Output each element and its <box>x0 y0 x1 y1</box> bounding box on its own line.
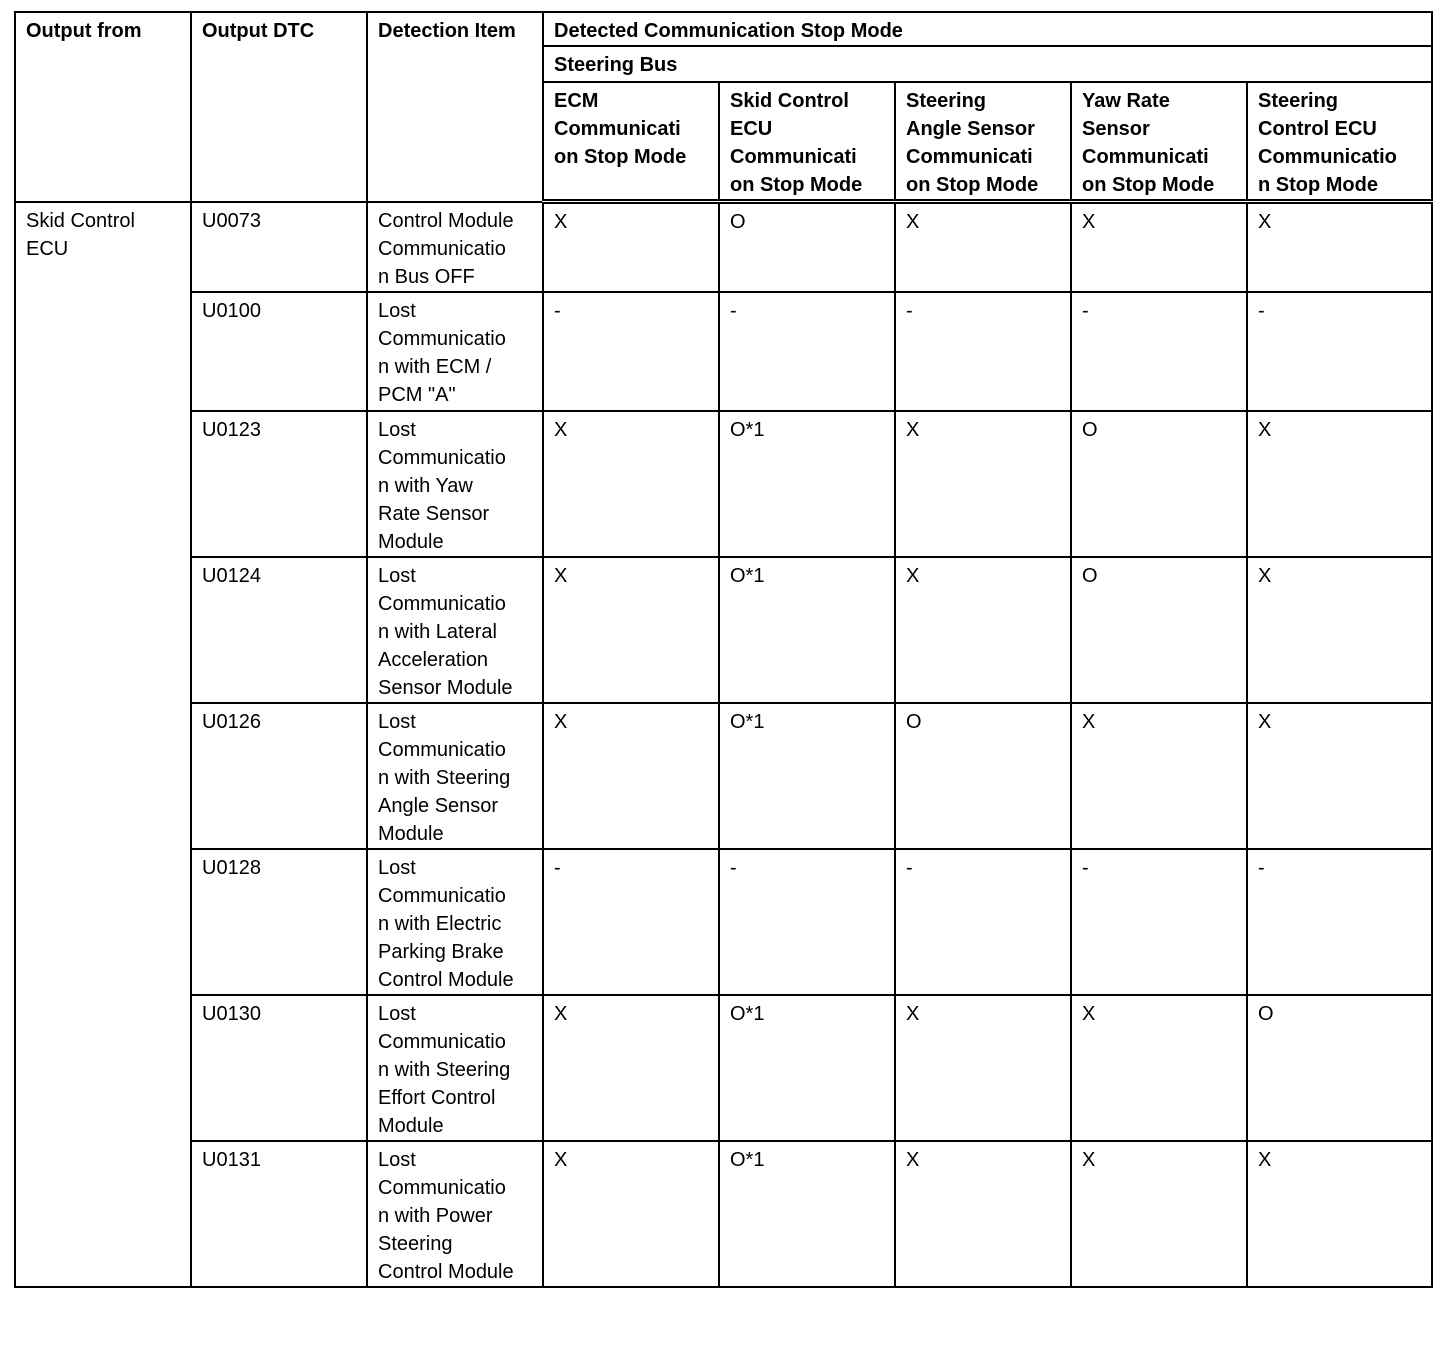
dtc-communication-stop-mode-table <box>14 11 1433 1288</box>
mode-value-cell: X <box>895 557 1071 703</box>
mode-value-cell: O <box>1247 995 1432 1141</box>
dtc-cell: U0100 <box>191 292 367 411</box>
table-row <box>15 557 1432 703</box>
mode-value-cell: O*1 <box>719 995 895 1141</box>
mode-value-cell: X <box>1247 1141 1432 1287</box>
mode-value-cell: - <box>895 292 1071 411</box>
header-output-from: Output from <box>15 12 191 202</box>
header-detection-item: Detection Item <box>367 12 543 202</box>
mode-value-cell: - <box>1247 292 1432 411</box>
table-row <box>15 995 1432 1141</box>
mode-value-cell: O <box>719 202 895 292</box>
mode-value-cell: X <box>895 1141 1071 1287</box>
mode-value-cell: X <box>543 703 719 849</box>
mode-value-cell: X <box>1247 202 1432 292</box>
mode-value-cell: X <box>543 1141 719 1287</box>
mode-value-cell: X <box>543 202 719 292</box>
mode-value-cell: - <box>1247 849 1432 995</box>
detection-item-cell: Lost Communicatio n with Steering Angle Sensor Module <box>367 703 543 849</box>
header-mode-steering-angle: Steering Angle Sensor Communicati on Stop Mode <box>895 82 1071 202</box>
mode-value-cell: - <box>543 849 719 995</box>
header-mode-steering-control: Steering Control ECU Communicatio n Stop Mode <box>1247 82 1432 202</box>
mode-value-cell: X <box>895 995 1071 1141</box>
mode-value-cell: X <box>1247 703 1432 849</box>
mode-value-cell: X <box>543 411 719 557</box>
header-detected-mode: Detected Communication Stop Mode <box>543 12 1432 46</box>
table-row <box>15 1141 1432 1287</box>
mode-value-cell: O*1 <box>719 411 895 557</box>
detection-item-cell: Lost Communicatio n with Lateral Acceleration Sensor Module <box>367 557 543 703</box>
mode-value-cell: - <box>1071 292 1247 411</box>
header-mode-yaw-rate: Yaw Rate Sensor Communicati on Stop Mode <box>1071 82 1247 202</box>
header-steering-bus: Steering Bus <box>543 46 1432 82</box>
dtc-cell: U0130 <box>191 995 367 1141</box>
detection-item-cell: Lost Communicatio n with Yaw Rate Sensor Module <box>367 411 543 557</box>
mode-value-cell: O <box>1071 557 1247 703</box>
mode-value-cell: O*1 <box>719 557 895 703</box>
dtc-cell: U0123 <box>191 411 367 557</box>
mode-value-cell: X <box>1071 995 1247 1141</box>
mode-value-cell: X <box>895 202 1071 292</box>
mode-value-cell: O <box>1071 411 1247 557</box>
mode-value-cell: O <box>895 703 1071 849</box>
dtc-cell: U0126 <box>191 703 367 849</box>
mode-value-cell: X <box>1071 1141 1247 1287</box>
detection-item-cell: Lost Communicatio n with ECM / PCM "A" <box>367 292 543 411</box>
mode-value-cell: X <box>1071 202 1247 292</box>
detection-item-cell: Lost Communicatio n with Steering Effort Control Module <box>367 995 543 1141</box>
dtc-cell: U0128 <box>191 849 367 995</box>
header-output-dtc: Output DTC <box>191 12 367 202</box>
mode-value-cell: - <box>719 849 895 995</box>
table-row <box>15 849 1432 995</box>
dtc-cell: U0131 <box>191 1141 367 1287</box>
mode-value-cell: X <box>543 557 719 703</box>
mode-value-cell: X <box>895 411 1071 557</box>
table-row <box>15 411 1432 557</box>
table-row <box>15 292 1432 411</box>
mode-value-cell: X <box>1247 411 1432 557</box>
dtc-cell: U0124 <box>191 557 367 703</box>
table-row <box>15 202 1432 292</box>
mode-value-cell: - <box>543 292 719 411</box>
table-row <box>15 703 1432 849</box>
output-from-cell: Skid Control ECU <box>15 202 191 1287</box>
mode-value-cell: - <box>719 292 895 411</box>
header-mode-skid-control: Skid Control ECU Communicati on Stop Mode <box>719 82 895 202</box>
detection-item-cell: Lost Communicatio n with Electric Parking Brake Control Module <box>367 849 543 995</box>
header-mode-ecm: ECM Communicati on Stop Mode <box>543 82 719 202</box>
mode-value-cell: X <box>1247 557 1432 703</box>
mode-value-cell: O*1 <box>719 1141 895 1287</box>
detection-item-cell: Lost Communicatio n with Power Steering Control Module <box>367 1141 543 1287</box>
mode-value-cell: - <box>895 849 1071 995</box>
mode-value-cell: O*1 <box>719 703 895 849</box>
mode-value-cell: X <box>1071 703 1247 849</box>
mode-value-cell: - <box>1071 849 1247 995</box>
detection-item-cell: Control Module Communicatio n Bus OFF <box>367 202 543 292</box>
dtc-cell: U0073 <box>191 202 367 292</box>
mode-value-cell: X <box>543 995 719 1141</box>
